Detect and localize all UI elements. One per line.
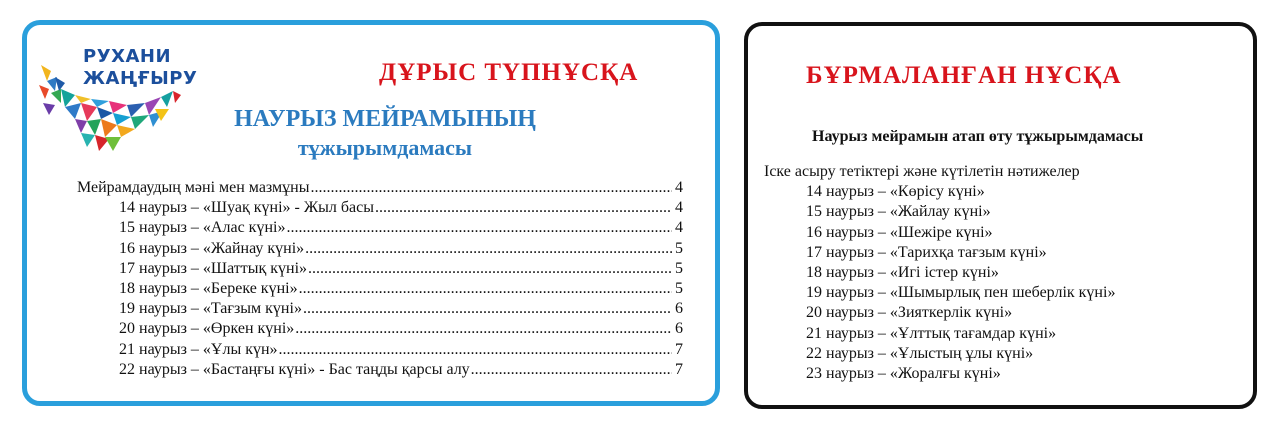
- logo-text-line1: РУХАНИ: [83, 46, 172, 67]
- date-list-item: 14 наурыз – «Көрісу күні»: [806, 183, 985, 201]
- toc-entry-label: 19 наурыз – «Тағзым күні»: [119, 300, 302, 318]
- date-list-item: 22 наурыз – «Ұлыстың ұлы күні»: [806, 344, 1034, 362]
- distorted-version-panel: [744, 22, 1257, 409]
- toc-dot-leader: [310, 178, 672, 198]
- toc-dot-leader: [471, 360, 672, 380]
- toc-page-number: 5: [675, 259, 683, 277]
- date-list-item: 18 наурыз – «Игі істер күні»: [806, 264, 999, 282]
- toc-entry: [77, 340, 683, 360]
- toc-page-number: 4: [675, 219, 683, 237]
- date-list-item: 16 наурыз – «Шежіре күні»: [806, 223, 993, 241]
- date-list-item: 17 наурыз – «Тарихқа тағзым күні»: [806, 243, 1047, 261]
- toc-dot-leader: [305, 239, 672, 259]
- toc-page-number: 4: [675, 179, 683, 196]
- date-list-item: 20 наурыз – «Зияткерлік күні»: [806, 304, 1013, 322]
- toc-entry-label: 21 наурыз – «Ұлы күн»: [119, 340, 278, 358]
- intro-line: Іске асыру тетіктері және күтілетін нәтижелер: [764, 163, 1080, 180]
- toc-entry: [77, 198, 683, 218]
- date-list-item: 23 наурыз – «Жоралғы күні»: [806, 365, 1001, 383]
- toc-entry-label: 22 наурыз – «Бастаңғы күні» - Бас таңды қарсы алу: [119, 360, 470, 378]
- toc-entry-label: 17 наурыз – «Шаттық күні»: [119, 259, 308, 277]
- original-version-panel: [22, 20, 720, 406]
- toc-dot-leader: [308, 259, 672, 279]
- date-list-item: 19 наурыз – «Шымырлық пен шеберлік күні»: [806, 284, 1116, 302]
- toc-dot-leader: [279, 340, 672, 360]
- document-title-line1: НАУРЫЗ МЕЙРАМЫНЫҢ: [234, 106, 536, 132]
- toc-entry-label: 16 наурыз – «Жайнау күні»: [119, 239, 305, 257]
- toc-entry: [77, 360, 683, 380]
- date-list: [764, 162, 1115, 384]
- toc-dot-leader: [375, 198, 672, 218]
- toc-entry-label: 15 наурыз – «Алас күні»: [119, 219, 286, 237]
- table-of-contents: [77, 178, 683, 380]
- toc-entry: [77, 319, 683, 339]
- toc-entry-label: Мейрамдаудың мәні мен мазмұны: [77, 179, 310, 196]
- toc-page-number: 6: [675, 320, 683, 338]
- toc-page-number: 7: [675, 360, 683, 378]
- toc-entry: [77, 218, 683, 238]
- toc-entry: [77, 299, 683, 319]
- document-title-line2: тұжырымдамасы: [297, 135, 473, 160]
- original-label: ДҰРЫС ТҮПНҰСҚА: [379, 59, 639, 86]
- toc-page-number: 5: [675, 239, 683, 257]
- toc-entry: [77, 259, 683, 279]
- toc-page-number: 4: [675, 199, 683, 217]
- date-list-item: 15 наурыз – «Жайлау күні»: [806, 203, 991, 221]
- toc-entry-label: 20 наурыз – «Өркен күні»: [119, 320, 295, 338]
- date-list-item: 21 наурыз – «Ұлттық тағамдар күні»: [806, 324, 1057, 342]
- toc-entry-label: 14 наурыз – «Шуақ күні» - Жыл басы: [119, 199, 374, 217]
- toc-dot-leader: [286, 218, 672, 238]
- logo-text-line2: ЖАҢҒЫРУ: [83, 68, 198, 89]
- toc-dot-leader: [295, 319, 672, 339]
- toc-entry: [77, 178, 683, 198]
- distorted-label: БҰРМАЛАНҒАН НҰСҚА: [806, 62, 1122, 89]
- toc-entry: [77, 239, 683, 259]
- toc-entry-label: 18 наурыз – «Береке күні»: [119, 280, 298, 298]
- toc-entry: [77, 279, 683, 299]
- toc-page-number: 5: [675, 280, 683, 298]
- toc-page-number: 6: [675, 300, 683, 318]
- concept-heading: Наурыз мейрамын атап өту тұжырымдамасы: [812, 128, 1144, 145]
- toc-page-number: 7: [675, 340, 683, 358]
- toc-dot-leader: [299, 279, 672, 299]
- toc-dot-leader: [303, 299, 672, 319]
